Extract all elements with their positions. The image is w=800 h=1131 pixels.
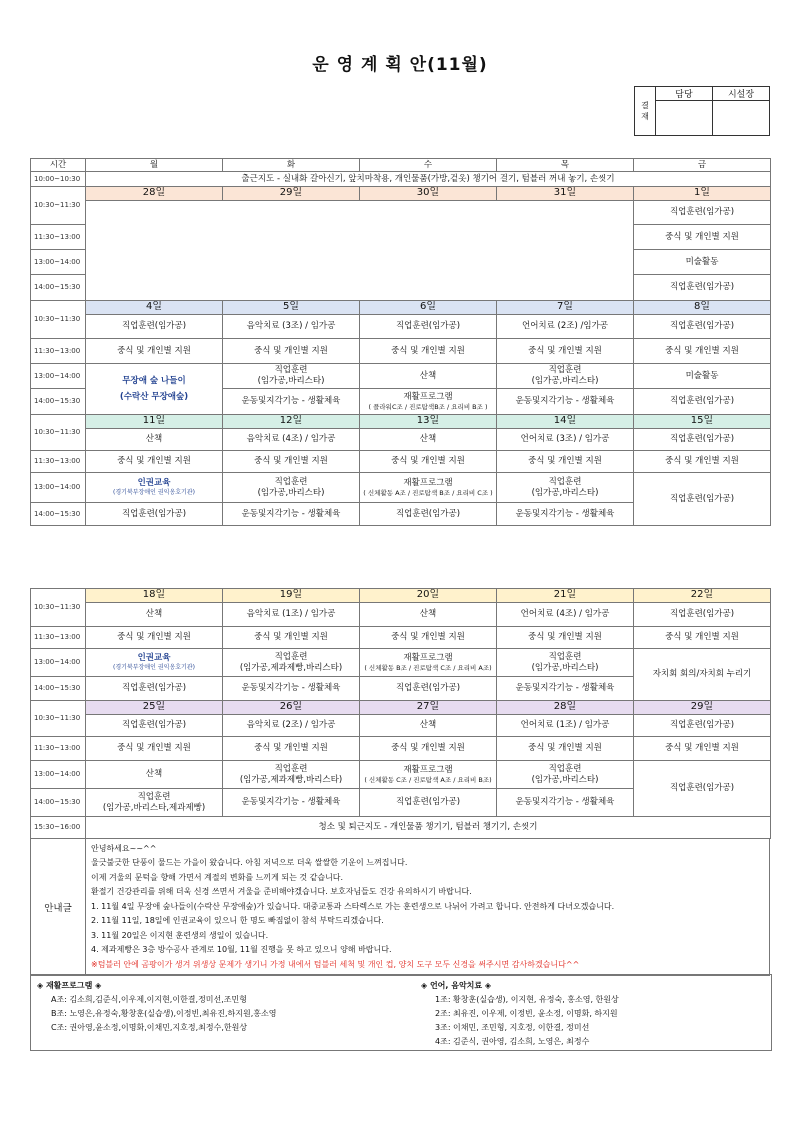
activity-cell: 직업훈련(임가공) [634,201,771,225]
activity-line: 직업훈련 [137,791,171,802]
date-cell: 28일 [86,187,223,201]
date-cell: 15일 [634,415,771,429]
time-cell: 13:00~14:00 [31,473,86,503]
special-event-cell [86,649,223,677]
notice-body [86,839,770,976]
event-title: 인권교육 [137,653,171,664]
activity-line: ( 신체활동 B조 / 진로탐색 C조 / 요리비 A조) [364,663,492,672]
activity-cell [360,761,497,789]
approval-col-staff: 담당 [656,87,713,101]
time-cell: 13:00~14:00 [31,649,86,677]
date-cell: 30일 [360,187,497,201]
event-title: 인권교육 [137,478,171,489]
activity-cell: 중식 및 개인별 지원 [634,225,771,250]
time-cell: 10:00~10:30 [31,172,86,187]
rehab-groups-title: ◈ 재활프로그램 ◈ [37,981,102,990]
therapy-groups [421,979,619,1049]
activity-cell: 직업훈련(임가공) [86,677,223,701]
activity-cell: 운동및지각기능 - 생활체육 [223,503,360,526]
event-title: 무장애 숲 나들이 [122,375,186,386]
lunch-cell: 중식 및 개인별 지원 [634,627,771,649]
event-subtitle: (경기북부장애인 권익옹호기관) [113,489,195,497]
time-cell: 10:30~11:30 [31,301,86,339]
activity-cell: 산책 [360,603,497,627]
activity-cell: 직업훈련(임가공) [634,715,771,737]
date-cell: 20일 [360,589,497,603]
activity-cell [497,473,634,503]
activity-cell: 운동및지각기능 - 생활체육 [223,389,360,415]
lunch-cell: 중식 및 개인별 지원 [497,451,634,473]
lunch-cell: 중식 및 개인별 지원 [86,339,223,364]
activity-cell [223,649,360,677]
time-cell: 14:00~15:30 [31,503,86,526]
activity-line: (임가공,바리스타,제과제빵) [102,802,206,813]
activity-line: (임가공,제과제빵,바리스타) [239,662,343,673]
approval-box [634,86,770,136]
notice-line: 환절기 건강관리를 위해 더욱 신경 쓰면서 겨울을 준비해야겠습니다. 보호자님들도 건강 유의하시기 바랍니다. [91,887,472,897]
activity-line: (임가공,제과제빵,바리스타) [239,774,343,785]
notice-line: 2. 11월 11일, 18일에 인권교육이 있으니 한 명도 빠짐없이 참석 부탁드리겠습니다. [91,916,384,926]
activity-cell: 언어치료 (2조) /임가공 [497,315,634,339]
activity-cell [360,389,497,415]
date-cell: 12일 [223,415,360,429]
activity-line: 재활프로그램 [403,653,453,664]
date-cell: 4일 [86,301,223,315]
activity-line: (임가공,바리스타) [257,376,325,386]
activity-cell: 직업훈련(임가공) [360,503,497,526]
lunch-cell: 중식 및 개인별 지원 [634,451,771,473]
time-cell: 14:00~15:30 [31,789,86,817]
activity-cell: 운동및지각기능 - 생활체육 [223,677,360,701]
activity-cell [360,649,497,677]
activity-cell: 미술활동 [634,250,771,275]
lunch-cell: 중식 및 개인별 지원 [634,339,771,364]
date-cell: 21일 [497,589,634,603]
lunch-cell: 중식 및 개인별 지원 [360,339,497,364]
group-line: C조: 권아영,윤소정,이명화,이채민,지호정,최정수,한원상 [51,1023,248,1032]
activity-line: ( 플라워C조 / 진로탐색B조 / 요리비 B조 ) [368,402,488,411]
date-cell: 25일 [86,701,223,715]
event-subtitle: (경기북부장애인 권익옹호기관) [113,664,195,672]
time-cell: 13:00~14:00 [31,364,86,389]
time-cell: 11:30~13:00 [31,225,86,250]
activity-cell: 산책 [360,715,497,737]
date-cell: 28일 [497,701,634,715]
activity-line: (임가공,바리스타) [531,487,599,498]
activity-cell: 음악치료 (3조) / 임가공 [223,315,360,339]
header-tue: 화 [223,159,360,172]
lunch-cell: 중식 및 개인별 지원 [86,627,223,649]
header-fri: 금 [634,159,771,172]
activity-line: (임가공,바리스타) [531,662,599,673]
group-line: A조: 김소희,김준식,이우제,이지현,이한결,정미선,조민형 [51,995,247,1004]
activity-line: 직업훈련 [548,651,582,662]
group-listing [30,974,772,1051]
notice-warning: ※텀블러 안에 곰팡이가 생겨 위생상 문제가 생기니 가정 내에서 텀블러 세척 및 개인 컵, 양치 도구 모두 신경을 써주시면 감사하겠습니다^^ [91,959,580,969]
date-cell: 6일 [360,301,497,315]
date-cell: 11일 [86,415,223,429]
notice-line: 울긋불긋한 단풍이 물드는 가을이 왔습니다. 아침 저녁으로 더욱 쌀쌀한 기운이 느껴집니다. [91,858,408,868]
activity-cell: 음악치료 (2조) / 임가공 [223,715,360,737]
activity-cell: 직업훈련(임가공) [634,473,771,526]
time-cell: 14:00~15:30 [31,389,86,415]
activity-cell: 산책 [86,429,223,451]
group-line: 4조: 김준식, 권아영, 김소희, 노영은, 최정수 [435,1037,590,1046]
activity-cell: 언어치료 (3조) / 임가공 [497,429,634,451]
activity-cell: 미술활동 [634,364,771,389]
group-line: 2조: 최유진, 이우제, 이정빈, 윤소정, 이명화, 하지원 [435,1009,618,1018]
group-line: 3조: 이채민, 조민형, 지호정, 이한결, 정미선 [435,1023,590,1032]
notice-line: 1. 11월 4일 무장애 숲나들이(수락산 무장애숲)가 있습니다. 대중교통과 스타렉스로 가는 훈련생으로 나뉘어 가려고 합니다. 안전하게 다녀오겠습니다. [91,901,615,911]
activity-cell: 운동및지각기능 - 생활체육 [497,789,634,817]
schedule-table-1 [30,158,771,526]
group-line: B조: 노영은,유정숙,황창훈(실습생),이정빈,최유진,하지원,홍소영 [51,1009,277,1018]
notice-label: 안내글 [31,839,86,976]
time-cell: 10:30~11:30 [31,415,86,451]
activity-cell: 자치회 회의/자치회 누리기 [634,649,771,701]
activity-cell: 운동및지각기능 - 생활체육 [497,503,634,526]
notice-line: 이제 겨울의 문턱을 향해 가면서 계절의 변화를 느끼게 되는 것 같습니다. [91,872,344,882]
activity-cell: 언어치료 (1조) / 임가공 [497,715,634,737]
time-cell: 14:00~15:30 [31,275,86,301]
activity-line: 직업훈련 [274,651,308,662]
date-cell: 8일 [634,301,771,315]
lunch-cell: 중식 및 개인별 지원 [223,627,360,649]
activity-line: 재활프로그램 [403,392,453,403]
date-cell: 29일 [223,187,360,201]
activity-line: ( 신체활동 C조 / 진로탐색 A조 / 요리비 B조) [364,775,492,784]
rehab-program-groups [37,979,276,1035]
notice-box [30,838,770,976]
activity-cell: 운동및지각기능 - 생활체육 [497,389,634,415]
time-cell: 11:30~13:00 [31,737,86,761]
activity-cell: 음악치료 (4조) / 임가공 [223,429,360,451]
activity-cell [497,761,634,789]
time-cell: 10:30~11:30 [31,701,86,737]
notice-line: 4. 제과제빵은 3층 방수공사 관계로 10월, 11월 진행을 못 하고 있으니 양해 바랍니다. [91,945,392,955]
notice-line: 안녕하세요~~^^ [91,843,157,853]
notice-line: 3. 11월 20일은 이지현 훈련생의 생일이 있습니다. [91,930,269,940]
date-cell: 29일 [634,701,771,715]
date-cell: 19일 [223,589,360,603]
activity-cell [497,364,634,389]
activity-cell: 산책 [360,429,497,451]
activity-cell: 직업훈련(임가공) [634,389,771,415]
group-line: 1조: 황창훈(실습생), 이지현, 유정숙, 홍소영, 한원상 [435,995,619,1004]
activity-cell: 운동및지각기능 - 생활체육 [223,789,360,817]
lunch-cell: 중식 및 개인별 지원 [223,737,360,761]
activity-cell [223,761,360,789]
header-wed: 수 [360,159,497,172]
date-cell: 1일 [634,187,771,201]
activity-line: 직업훈련 [548,763,582,774]
activity-cell: 직업훈련(임가공) [360,677,497,701]
header-time: 시간 [31,159,86,172]
therapy-groups-title: ◈ 언어, 음악치료 ◈ [421,981,492,990]
event-subtitle: (수락산 무장애숲) [119,391,189,402]
activity-cell: 직업훈련(임가공) [634,761,771,817]
activity-cell: 직업훈련(임가공) [634,315,771,339]
date-cell: 14일 [497,415,634,429]
time-cell: 14:00~15:30 [31,677,86,701]
lunch-cell: 중식 및 개인별 지원 [360,737,497,761]
activity-line: 직업훈련 [548,365,582,376]
activity-line: ( 신체활동 A조 / 진로탐색 B조 / 요리비 C조 ) [363,488,493,497]
time-cell: 10:30~11:30 [31,187,86,225]
time-cell: 15:30~16:00 [31,817,86,839]
activity-line: (임가공,바리스타) [531,376,599,386]
activity-line: 재활프로그램 [403,478,453,489]
date-cell: 27일 [360,701,497,715]
page-title: 운 영 계 획 안(11월) [312,55,488,75]
date-cell: 22일 [634,589,771,603]
activity-cell: 언어치료 (4조) / 임가공 [497,603,634,627]
activity-cell: 직업훈련(임가공) [360,315,497,339]
activity-cell [223,364,360,389]
header-thu: 목 [497,159,634,172]
lunch-cell: 중식 및 개인별 지원 [360,627,497,649]
approval-sign-staff[interactable] [656,101,713,136]
lunch-cell: 중식 및 개인별 지원 [497,627,634,649]
time-cell: 10:30~11:30 [31,589,86,627]
time-cell: 13:00~14:00 [31,761,86,789]
activity-cell: 산책 [86,761,223,789]
time-cell: 11:30~13:00 [31,451,86,473]
approval-col-director: 시설장 [713,87,770,101]
time-cell: 11:30~13:00 [31,339,86,364]
schedule-table-2 [30,588,771,839]
time-cell: 11:30~13:00 [31,627,86,649]
date-cell: 5일 [223,301,360,315]
empty-block [86,201,634,301]
lunch-cell: 중식 및 개인별 지원 [86,737,223,761]
activity-cell: 산책 [360,364,497,389]
activity-cell: 음악치료 (1조) / 임가공 [223,603,360,627]
date-cell: 31일 [497,187,634,201]
lunch-cell: 중식 및 개인별 지원 [223,339,360,364]
date-cell: 18일 [86,589,223,603]
lunch-cell: 중식 및 개인별 지원 [223,451,360,473]
activity-cell [86,789,223,817]
activity-cell [497,649,634,677]
activity-line: 직업훈련 [274,763,308,774]
approval-side-label: 결 재 [635,87,656,136]
activity-line: 직업훈련 [548,476,582,487]
time-cell: 13:00~14:00 [31,250,86,275]
activity-cell: 직업훈련(임가공) [360,789,497,817]
special-event-cell [86,364,223,415]
activity-cell: 직업훈련(임가공) [634,603,771,627]
activity-line: 직업훈련 [274,365,308,376]
activity-cell: 산책 [86,603,223,627]
lunch-cell: 중식 및 개인별 지원 [497,737,634,761]
activity-line: (임가공,바리스타) [531,774,599,785]
activity-line: (임가공,바리스타) [257,487,325,498]
arrival-routine: 출근지도 - 실내화 갈아신기, 앞치마착용, 개인물품(가방,겉옷) 챙기어 걸기, 텀블러 꺼내 놓기, 손씻기 [86,172,771,187]
activity-cell: 직업훈련(임가공) [86,315,223,339]
activity-cell: 직업훈련(임가공) [634,275,771,301]
activity-line: 재활프로그램 [403,765,453,776]
departure-routine: 청소 및 퇴근지도 - 개인물품 챙기기, 텀블러 챙기기, 손씻기 [86,817,771,839]
date-cell: 26일 [223,701,360,715]
lunch-cell: 중식 및 개인별 지원 [86,451,223,473]
activity-cell: 직업훈련(임가공) [86,503,223,526]
activity-cell: 직업훈련(임가공) [86,715,223,737]
activity-cell [360,473,497,503]
header-mon: 월 [86,159,223,172]
lunch-cell: 중식 및 개인별 지원 [497,339,634,364]
lunch-cell: 중식 및 개인별 지원 [360,451,497,473]
date-cell: 7일 [497,301,634,315]
activity-line: 직업훈련 [274,476,308,487]
activity-cell [223,473,360,503]
activity-cell: 운동및지각기능 - 생활체육 [497,677,634,701]
approval-sign-director[interactable] [713,101,770,136]
lunch-cell: 중식 및 개인별 지원 [634,737,771,761]
date-cell: 13일 [360,415,497,429]
special-event-cell [86,473,223,503]
activity-cell: 직업훈련(임가공) [634,429,771,451]
